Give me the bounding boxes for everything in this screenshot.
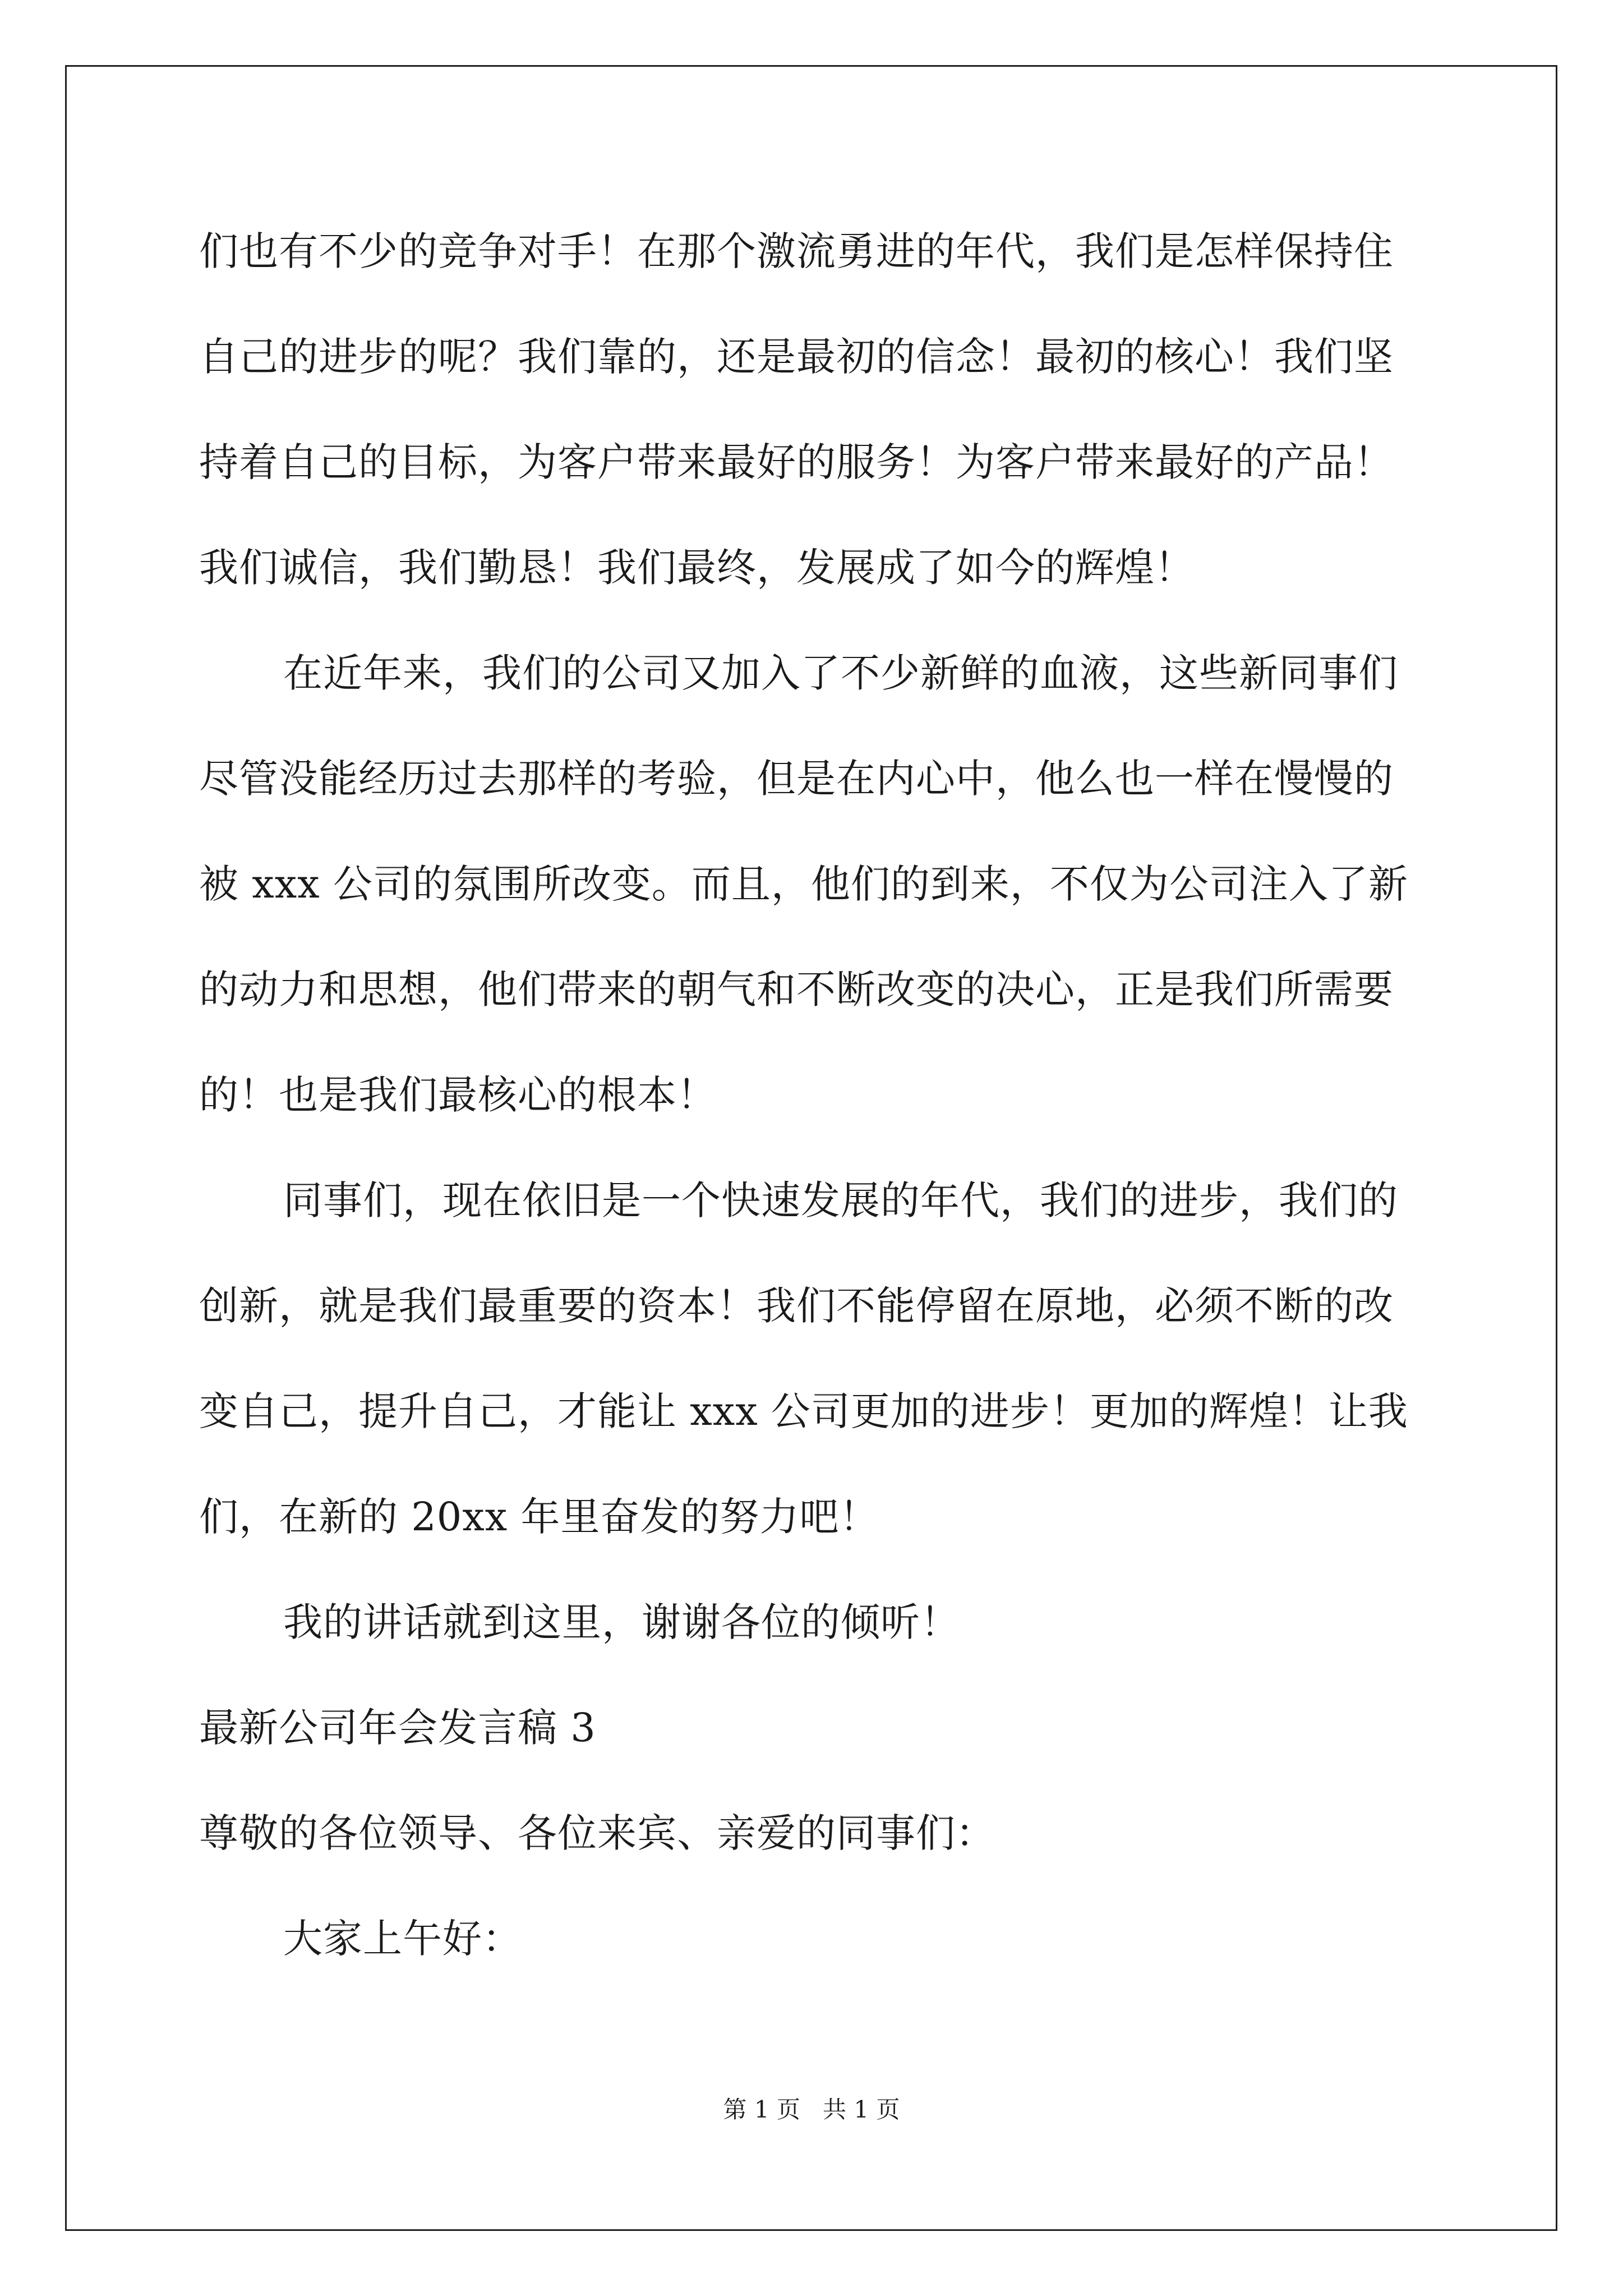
document-body <box>199 218 1433 2010</box>
paragraph-first-line: 在近年来，我们的公司又加入了不少新鲜的血液，这些新同事们 <box>283 650 1398 696</box>
body-line: 的！也是我们最核心的根本！ <box>199 1072 717 1118</box>
body-line: 的动力和思想，他们带来的朝气和不断改变的决心，正是我们所需要 <box>199 967 1394 1013</box>
section-heading: 最新公司年会发言稿 3 <box>199 1705 596 1751</box>
greeting: 大家上午好： <box>283 1916 522 1962</box>
body-line: 们，在新的 20xx 年里奋发的努力吧！ <box>199 1494 879 1540</box>
body-line: 们也有不少的竞争对手！在那个激流勇进的年代，我们是怎样保持住 <box>199 228 1394 274</box>
body-line: 尽管没能经历过去那样的考验，但是在内心中，他么也一样在慢慢的 <box>199 756 1394 802</box>
paragraph-first-line: 同事们，现在依旧是一个快速发展的年代，我们的进步，我们的 <box>283 1177 1398 1223</box>
body-line: 持着自己的目标，为客户带来最好的服务！为客户带来最好的产品！ <box>199 439 1394 485</box>
body-line: 创新，就是我们最重要的资本！我们不能停留在原地，必须不断的改 <box>199 1283 1394 1329</box>
body-line: 自己的进步的呢？我们靠的，还是最初的信念！最初的核心！我们坚 <box>199 334 1394 380</box>
body-line: 变自己，提升自己，才能让 xxx 公司更加的进步！更加的辉煌！让我 <box>199 1388 1408 1434</box>
salutation: 尊敬的各位领导、各位来宾、亲爱的同事们： <box>199 1810 995 1856</box>
page-footer: 第 1 页 共 1 页 <box>723 2096 900 2123</box>
paragraph-first-line: 我的讲话就到这里，谢谢各位的倾听！ <box>283 1599 960 1645</box>
body-line: 被 xxx 公司的氛围所改变。而且，他们的到来，不仅为公司注入了新 <box>199 861 1408 907</box>
body-line: 我们诚信，我们勤恳！我们最终，发展成了如今的辉煌！ <box>199 545 1195 591</box>
